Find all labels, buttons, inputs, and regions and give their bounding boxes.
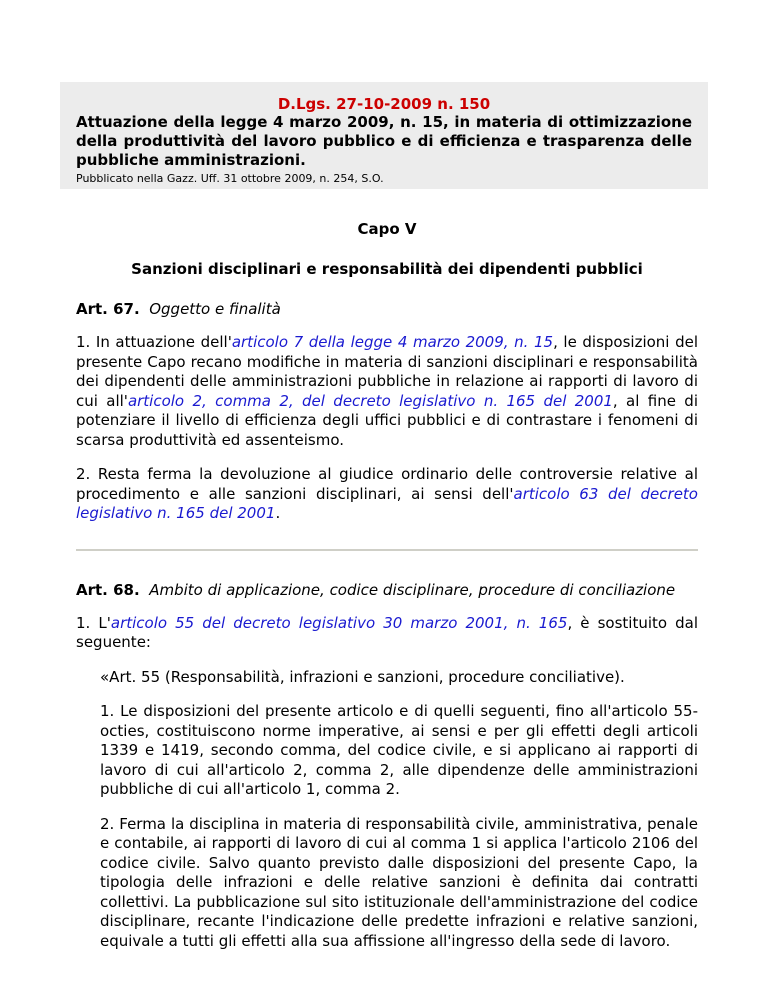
- article-67-paragraph-2: [76, 465, 698, 524]
- quoted-article-heading: «Art. 55 (Responsabilità, infrazioni e sanzioni, procedure conciliative).: [100, 667, 625, 686]
- law-reference-link[interactable]: articolo 2, comma 2, del decreto legislativo n. 165 del 2001: [127, 391, 613, 410]
- article-67-paragraph-1: [76, 333, 698, 450]
- article-topic: Oggetto e finalità: [149, 300, 281, 318]
- paragraph-text: 1. L': [76, 613, 111, 632]
- quoted-article: [100, 668, 698, 952]
- paragraph-text: 1. In attuazione dell': [76, 333, 232, 351]
- paragraph-text: , le disposizioni del presente Capo recano modifiche in materia di sanzioni disciplinari e responsabilità dei dipendenti delle amministrazioni pubbliche in relazione ai rapporti di lavoro di cui all': [76, 333, 698, 410]
- article-separator: [76, 549, 698, 551]
- article-number: Art. 67.: [76, 300, 140, 318]
- article-67-heading: [76, 300, 698, 318]
- document-title: Attuazione della legge 4 marzo 2009, n. 15, in materia di ottimizzazione della produttività del lavoro pubblico e di efficienza e trasparenza delle pubbliche amministrazioni.: [76, 113, 692, 169]
- article-topic: Ambito di applicazione, codice disciplinare, procedure di conciliazione: [149, 580, 676, 599]
- quoted-article-comma-2: 2. Ferma la disciplina in materia di responsabilità civile, amministrativa, penale e contabile, ai rapporti di lavoro di cui al comma 1 si applica l'articolo 2106 del codice civile. Salvo quanto previsto dalle disposizioni del presente Capo, la tipologia delle infrazioni e delle relative sanzioni è definita dai contratti collettivi. La pubblicazione sul sito istituzionale dell'amministrazione del codice disciplinare, recante l'indicazione delle predette infrazioni e relative sanzioni, equivale a tutti gli effetti alla sua affissione all'ingresso della sede di lavoro.: [100, 814, 698, 950]
- publication-note: Pubblicato nella Gazz. Uff. 31 ottobre 2009, n. 254, S.O.: [76, 172, 384, 185]
- article-68-heading: [76, 581, 698, 599]
- law-reference-link[interactable]: articolo 7 della legge 4 marzo 2009, n. 15: [231, 333, 554, 351]
- chapter-subtitle: Sanzioni disciplinari e responsabilità dei dipendenti pubblici: [131, 260, 643, 278]
- document-reference: D.Lgs. 27-10-2009 n. 150: [277, 95, 491, 113]
- law-reference-link[interactable]: articolo 55 del decreto legislativo 30 marzo 2001, n. 165: [110, 613, 568, 632]
- article-number: Art. 68.: [76, 580, 140, 599]
- quoted-article-comma-1: 1. Le disposizioni del presente articolo e di quelli seguenti, fino all'articolo 55-octies, costituiscono norme imperative, ai sensi e per gli effetti degli articoli 1339 e 1419, secondo comma, del codice civile, e si applicano ai rapporti di lavoro di cui all'articolo 2, comma 2, alle dipendenze delle amministrazioni pubbliche di cui all'articolo 1, comma 2.: [100, 702, 698, 798]
- paragraph-text: 2. Resta ferma la devoluzione al giudice ordinario delle controversie relative al procedimento e alle sanzioni disciplinari, ai sensi dell': [76, 465, 698, 503]
- chapter-label: Capo V: [357, 220, 417, 238]
- article-68-paragraph-1: [76, 614, 698, 653]
- paragraph-text: .: [275, 504, 281, 522]
- document-body: [76, 220, 698, 951]
- document-header: [60, 82, 708, 189]
- paragraph-text: , è sostituito dal seguente:: [76, 613, 699, 651]
- law-reference-link[interactable]: articolo 63 del decreto legislativo n. 165 del 2001: [76, 484, 698, 522]
- paragraph-text: , al fine di potenziare il livello di efficienza degli uffici pubblici e di contrastare i fenomeni di scarsa produttività ed assenteismo.: [76, 391, 698, 449]
